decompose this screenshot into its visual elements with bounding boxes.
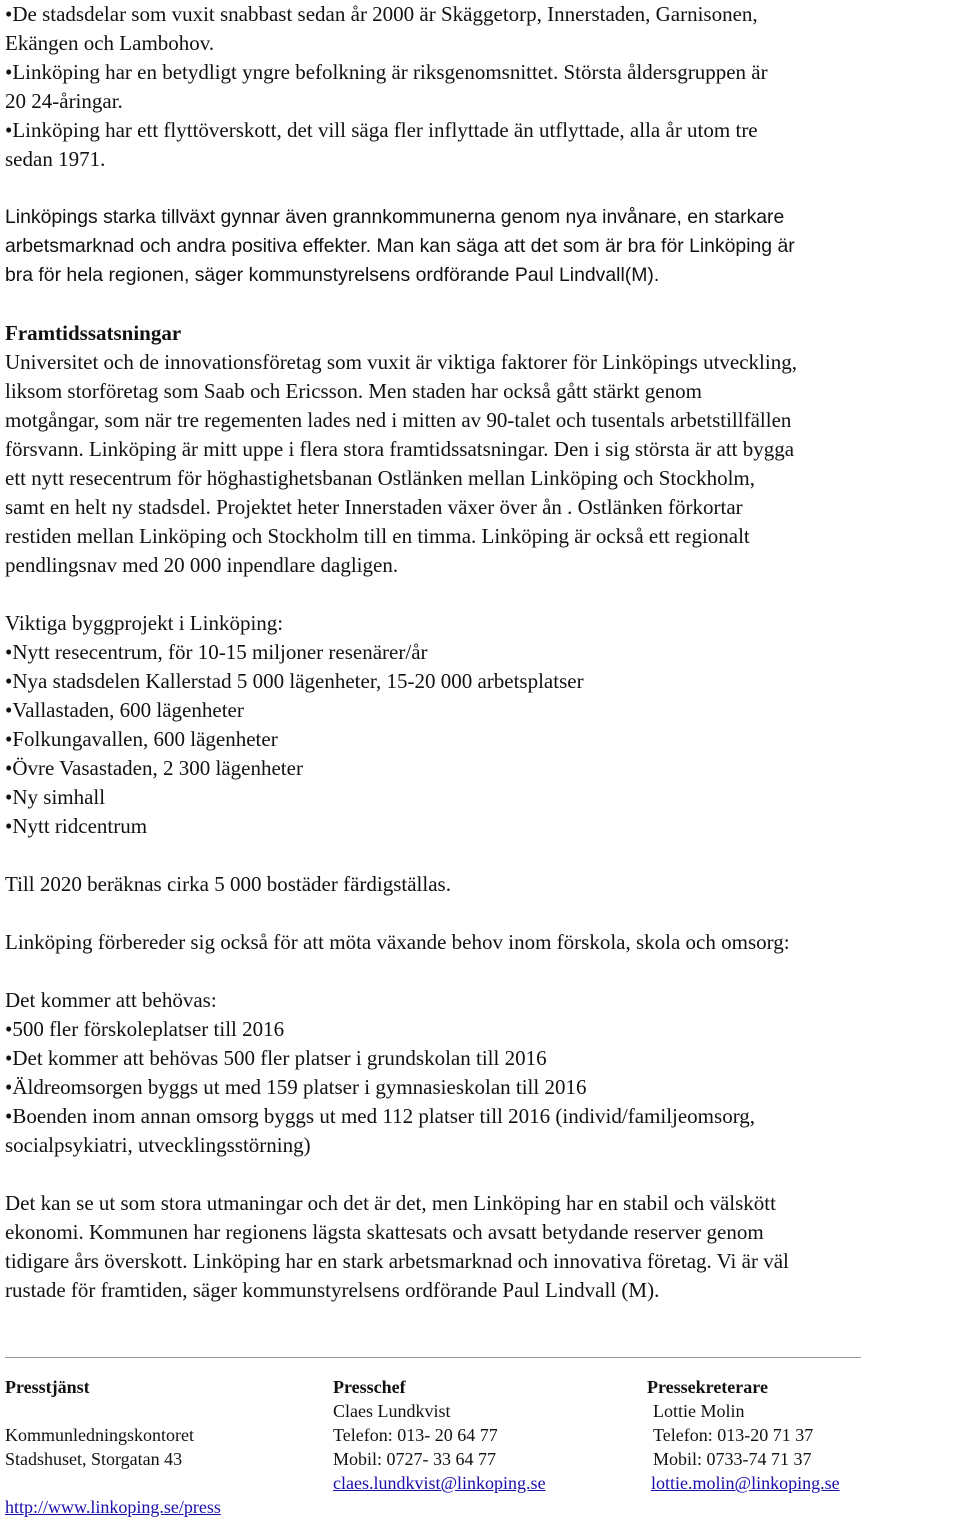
presschef-mobile: Mobil: 0727- 33 64 77 <box>333 1449 497 1469</box>
body-text-line: Linköping förbereder sig också för att möta växande behov inom förskola, skola och omsorg: <box>5 930 790 954</box>
pressekreterare-phone: Telefon: 013-20 71 37 <box>653 1425 814 1445</box>
body-text-line: Det kommer att behövas: <box>5 988 217 1012</box>
pressekreterare-email-link[interactable]: lottie.molin@linkoping.se <box>651 1473 840 1493</box>
body-text-line: samt en helt ny stadsdel. Projektet heter Innerstaden växer över ån . Ostlänken förkortar <box>5 495 743 519</box>
body-text-line: •Linköping har en betydligt yngre befolkning är riksgenomsnittet. Största åldersgruppen är <box>5 60 768 84</box>
body-text-line: •Övre Vasastaden, 2 300 lägenheter <box>5 756 303 780</box>
body-text-line: motgångar, som när tre regementen lades ned i mitten av 90-talet och tusentals arbetstillfällen <box>5 408 792 432</box>
body-text-line: ett nytt resecentrum för höghastighetsbanan Ostlänken mellan Linköping och Stockholm, <box>5 466 756 490</box>
footer-divider <box>5 1357 861 1358</box>
pressekreterare-mobile: Mobil: 0733-74 71 37 <box>653 1449 812 1469</box>
body-text-line: sedan 1971. <box>5 147 106 171</box>
body-text-line: •Ny simhall <box>5 785 106 809</box>
presschef-name: Claes Lundkvist <box>333 1401 451 1421</box>
body-text-line: •Det kommer att behövas 500 fler platser i grundskolan till 2016 <box>5 1046 547 1070</box>
pressekreterare-heading: Pressekreterare <box>647 1377 768 1397</box>
body-text-line: socialpsykiatri, utvecklingsstörning) <box>5 1133 311 1157</box>
presschef-phone: Telefon: 013- 20 64 77 <box>333 1425 498 1445</box>
body-text-line: Linköpings starka tillväxt gynnar även grannkommunerna genom nya invånare, en starkare <box>5 206 785 228</box>
pressekreterare-name: Lottie Molin <box>653 1401 745 1421</box>
body-text-line: •Linköping har ett flyttöverskott, det vill säga fler inflyttade än utflyttade, alla år utom tre <box>5 118 758 142</box>
body-text-line: •Nytt ridcentrum <box>5 814 148 838</box>
body-text-line: Ekängen och Lambohov. <box>5 31 215 55</box>
presschef-heading: Presschef <box>333 1377 406 1397</box>
body-text-line: •Folkungavallen, 600 lägenheter <box>5 727 278 751</box>
body-text-line: ekonomi. Kommunen har regionens lägsta skattesats och avsatt betydande reserver genom <box>5 1220 764 1244</box>
body-text-line: •500 fler förskoleplatser till 2016 <box>5 1017 285 1041</box>
body-text-line: •Äldreomsorgen byggs ut med 159 platser i gymnasieskolan till 2016 <box>5 1075 587 1099</box>
body-text-line: Viktiga byggprojekt i Linköping: <box>5 611 284 635</box>
body-text-line: tidigare års överskott. Linköping har en stark arbetsmarknad och innovativa företag. Vi är väl <box>5 1249 789 1273</box>
body-text-line: •De stadsdelar som vuxit snabbast sedan år 2000 är Skäggetorp, Innerstaden, Garnisonen, <box>5 2 758 26</box>
body-text-line: •Vallastaden, 600 lägenheter <box>5 698 244 722</box>
press-page-link[interactable]: http://www.linkoping.se/press <box>5 1497 221 1517</box>
body-text-line: Universitet och de innovationsföretag som vuxit är viktiga faktorer för Linköpings utveckling, <box>5 350 797 374</box>
body-text-line: liksom storföretag som Saab och Ericsson. Men staden har också gått stärkt genom <box>5 379 702 403</box>
body-text-line: •Nytt resecentrum, för 10-15 miljoner resenärer/år <box>5 640 428 664</box>
body-text-line: försvann. Linköping är mitt uppe i flera stora framtidssatsningar. Den i sig största är att bygga <box>5 437 795 461</box>
body-text-line: bra för hela regionen, säger kommunstyrelsens ordförande Paul Lindvall(M). <box>5 264 660 286</box>
street-address: Stadshuset, Storgatan 43 <box>5 1449 183 1469</box>
body-text-line: 20 24-åringar. <box>5 89 123 113</box>
section-heading: Framtidssatsningar <box>5 321 182 345</box>
body-text-line: restiden mellan Linköping och Stockholm till en timma. Linköping är också ett regionalt <box>5 524 750 548</box>
body-text-line: Det kan se ut som stora utmaningar och det är det, men Linköping har en stabil och välskött <box>5 1191 776 1215</box>
body-text-line: pendlingsnav med 20 000 inpendlare dagligen. <box>5 553 399 577</box>
body-text-line: Till 2020 beräknas cirka 5 000 bostäder färdigställas. <box>5 872 451 896</box>
presschef-email-link[interactable]: claes.lundkvist@linkoping.se <box>333 1473 546 1493</box>
department-name: Kommunledningskontoret <box>5 1425 194 1445</box>
body-text-line: •Boenden inom annan omsorg byggs ut med 112 platser till 2016 (individ/familjeomsorg, <box>5 1104 756 1128</box>
presstjanst-heading: Presstjänst <box>5 1377 90 1397</box>
body-text-line: •Nya stadsdelen Kallerstad 5 000 lägenheter, 15-20 000 arbetsplatser <box>5 669 584 693</box>
body-text-line: arbetsmarknad och andra positiva effekter. Man kan säga att det som är bra för Linköping är <box>5 235 795 257</box>
body-text-line: rustade för framtiden, säger kommunstyrelsens ordförande Paul Lindvall (M). <box>5 1278 660 1302</box>
